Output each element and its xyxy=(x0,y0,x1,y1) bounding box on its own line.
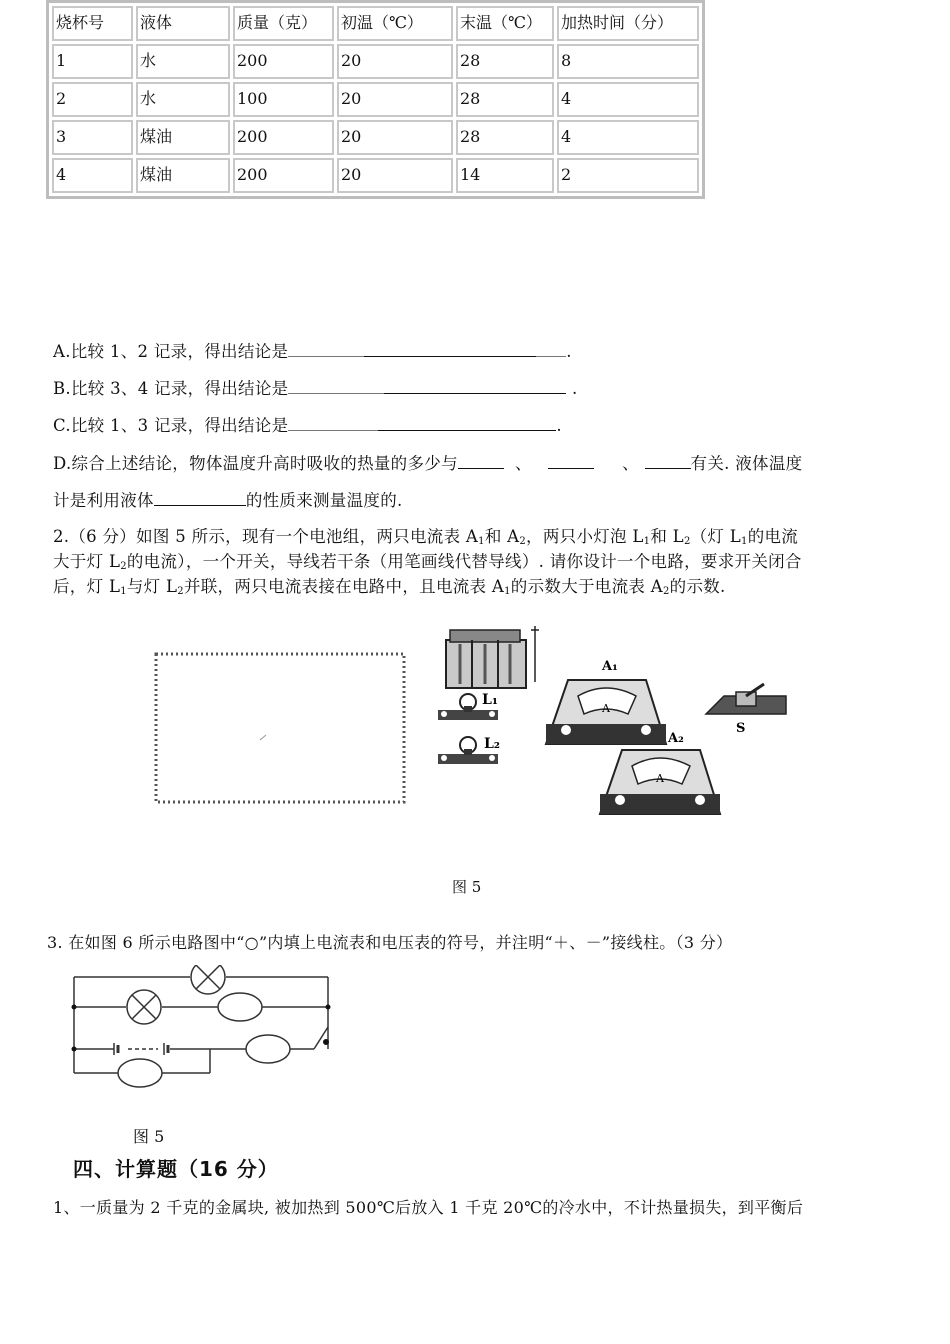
q2-text: ，两只小灯泡 L xyxy=(526,527,644,546)
question-2-line1 xyxy=(53,523,798,547)
question-a-suffix: . xyxy=(566,342,572,361)
ammeter-a1-label: A₁ xyxy=(602,659,618,674)
answer-blank[interactable] xyxy=(288,416,378,431)
table-cell: 200 xyxy=(233,120,334,155)
table-cell: 4 xyxy=(557,82,699,117)
answer-blank[interactable] xyxy=(378,416,556,431)
table-cell: 100 xyxy=(233,82,334,117)
table-cell: 3 xyxy=(52,120,133,155)
question-d-text: 的性质来测量温度的. xyxy=(245,491,403,510)
table-cell: 20 xyxy=(337,120,453,155)
table-cell: 28 xyxy=(456,82,554,117)
meter-circle-blank[interactable] xyxy=(218,993,262,1021)
table-cell: 200 xyxy=(233,44,334,79)
lamp-icon xyxy=(127,990,161,1024)
lamp-l1-label: L₁ xyxy=(482,692,498,708)
question-b-text: B.比较 3、4 记录，得出结论是 xyxy=(53,379,289,398)
table-cell: 20 xyxy=(337,158,453,193)
table-header-cell: 末温（℃） xyxy=(456,6,554,41)
question-c-suffix: . xyxy=(556,416,562,435)
q2-text: 2.（6 分）如图 5 所示，现有一个电池组，两只电流表 A xyxy=(53,527,479,546)
table-cell: 4 xyxy=(52,158,133,193)
separator: 、 xyxy=(514,454,532,473)
table-header-cell: 液体 xyxy=(136,6,230,41)
subscript: 1 xyxy=(504,586,511,597)
table-cell: 4 xyxy=(557,120,699,155)
answer-blank[interactable] xyxy=(364,342,536,357)
table-cell: 28 xyxy=(456,44,554,79)
table-cell: 20 xyxy=(337,82,453,117)
question-2-line2 xyxy=(53,548,802,572)
question-c xyxy=(53,412,562,436)
switch-label: S xyxy=(736,721,746,736)
ammeter-a2-label: A₂ xyxy=(668,731,684,746)
subscript: 1 xyxy=(120,586,127,597)
q2-text: 的电流 xyxy=(747,527,799,546)
figure-6-caption: 图 5 xyxy=(133,1127,165,1146)
table-cell: 水 xyxy=(136,82,230,117)
lamp-l2-label: L₂ xyxy=(484,736,500,752)
question-a-text: A.比较 1、2 记录，得出结论是 xyxy=(53,342,289,361)
section-heading: 四、计算题（16 分） xyxy=(73,1157,279,1181)
subscript: 1 xyxy=(643,536,651,547)
table-row xyxy=(52,120,699,155)
q2-text: 与灯 L xyxy=(126,577,178,596)
answer-blank[interactable] xyxy=(458,454,504,469)
answer-blank[interactable] xyxy=(548,454,594,469)
table-cell: 200 xyxy=(233,158,334,193)
table-cell: 8 xyxy=(557,44,699,79)
question-d-text: D.综合上述结论，物体温度升高时吸收的热量的多少与 xyxy=(53,454,458,473)
subscript: 2 xyxy=(662,586,670,597)
question-a xyxy=(53,338,572,362)
question-d-text: 计是利用液体 xyxy=(53,491,154,510)
table-cell: 28 xyxy=(456,120,554,155)
question-3: 3. 在如图 6 所示电路图中“○”内填上电流表和电压表的符号，并注明“＋、－”接线柱。（3 分） xyxy=(47,933,733,952)
experiment-table xyxy=(46,0,705,199)
question-d-line2 xyxy=(53,487,403,511)
table-header-row xyxy=(52,6,699,41)
table-header-cell: 加热时间（分） xyxy=(557,6,699,41)
table-header-cell: 烧杯号 xyxy=(52,6,133,41)
lamp-icon xyxy=(191,965,225,994)
battery-icon xyxy=(446,626,539,688)
question-d-line1 xyxy=(53,450,802,474)
separator: 、 xyxy=(622,454,639,473)
table-header-cell: 质量（克） xyxy=(233,6,334,41)
subscript: 1 xyxy=(741,536,748,547)
figure-5-components xyxy=(150,618,800,833)
question-b xyxy=(53,375,578,399)
answer-blank[interactable] xyxy=(536,342,566,357)
ammeter-a2-face: A xyxy=(656,772,664,785)
answer-blank[interactable] xyxy=(288,379,384,394)
table-cell: 20 xyxy=(337,44,453,79)
q2-text: （灯 L xyxy=(690,527,742,546)
q2-text: 的示数大于电流表 A xyxy=(510,577,663,596)
q2-text: 的示数. xyxy=(669,577,726,596)
answer-blank[interactable] xyxy=(384,379,566,394)
subscript: 2 xyxy=(177,586,184,597)
figure-6-circuit xyxy=(60,965,350,1095)
table-row xyxy=(52,82,699,117)
table-cell: 1 xyxy=(52,44,133,79)
subscript: 1 xyxy=(478,536,485,547)
table-row xyxy=(52,158,699,193)
q2-text: 大于灯 L xyxy=(53,552,121,571)
answer-blank[interactable] xyxy=(288,342,364,357)
q2-text: 并联，两只电流表接在电路中，且电流表 A xyxy=(183,577,505,596)
table-cell: 2 xyxy=(52,82,133,117)
q2-text: 的电流），一个开关，导线若干条（用笔画线代替导线）. 请你设计一个电路，要求开关闭合 xyxy=(126,552,802,571)
calc-question-1: 1、一质量为 2 千克的金属块, 被加热到 500℃后放入 1 千克 20℃的冷水中，不计热量损失，到平衡后 xyxy=(53,1198,804,1217)
question-2-line3 xyxy=(53,573,726,597)
table-cell: 2 xyxy=(557,158,699,193)
answer-blank[interactable] xyxy=(645,454,691,469)
figure-5-caption: 图 5 xyxy=(452,878,482,896)
table-cell: 煤油 xyxy=(136,158,230,193)
q2-text: 后，灯 L xyxy=(53,577,121,596)
table-header-cell: 初温（℃） xyxy=(337,6,453,41)
q2-text: 和 A xyxy=(484,527,520,546)
table-row xyxy=(52,44,699,79)
table-cell: 14 xyxy=(456,158,554,193)
question-c-text: C.比较 1、3 记录，得出结论是 xyxy=(53,416,289,435)
switch-icon xyxy=(706,684,786,714)
meter-circle-blank[interactable] xyxy=(246,1035,290,1063)
ammeter-a1-face: A xyxy=(602,702,610,715)
subscript: 2 xyxy=(683,536,691,547)
question-d-text: 有关. 液体温度 xyxy=(690,454,803,473)
meter-circle-blank[interactable] xyxy=(118,1059,162,1087)
question-b-suffix: . xyxy=(572,379,578,398)
drawing-area-box[interactable] xyxy=(156,654,404,802)
subscript: 2 xyxy=(519,536,527,547)
q2-text: 和 L xyxy=(650,527,684,546)
answer-blank[interactable] xyxy=(154,491,246,506)
table-cell: 水 xyxy=(136,44,230,79)
subscript: 2 xyxy=(120,561,127,572)
table-cell: 煤油 xyxy=(136,120,230,155)
